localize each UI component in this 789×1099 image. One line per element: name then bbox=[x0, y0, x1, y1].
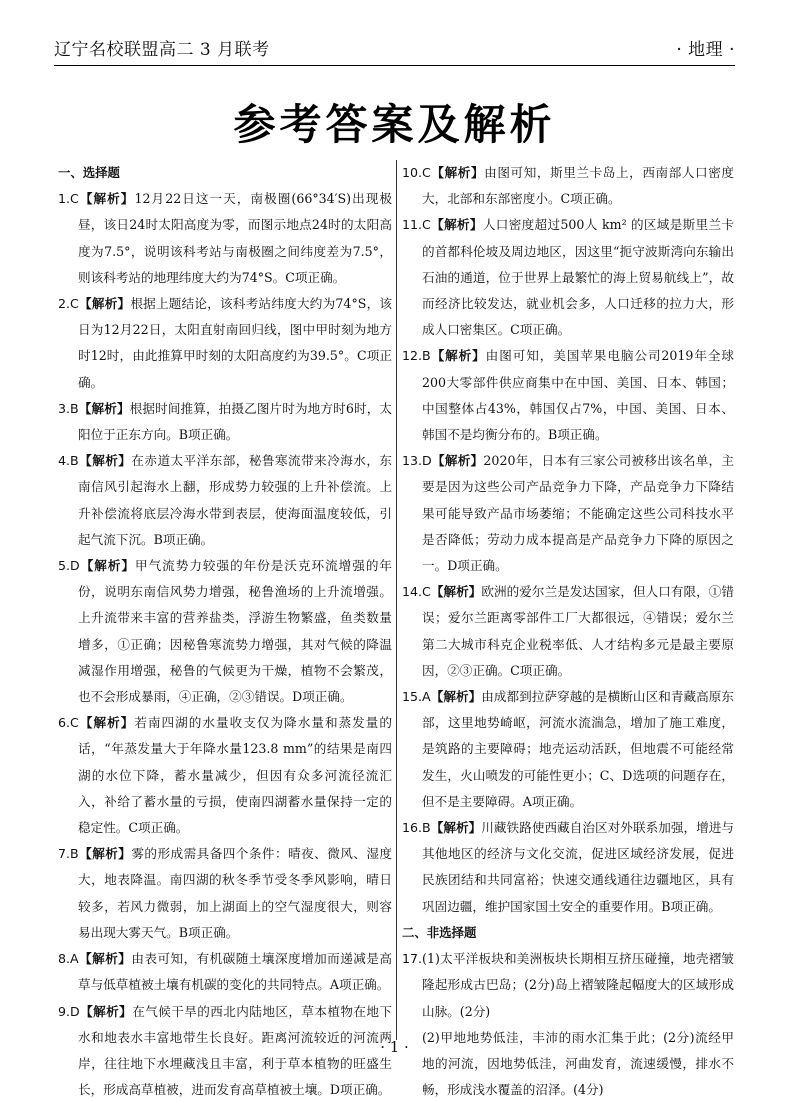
item-number: 15. bbox=[402, 689, 423, 705]
item-number: 5. bbox=[58, 558, 71, 574]
answer-letter: D bbox=[70, 1003, 80, 1019]
analysis-tag: 【解析】 bbox=[430, 348, 486, 364]
analysis-tag: 【解析】 bbox=[78, 453, 132, 469]
analysis-tag: 【解析】 bbox=[430, 584, 482, 600]
analysis-text: 川藏铁路使西藏自治区对外联系加强，增进与其他地区的经济与文化交流，促进区域经济发展，促进民族团结和共同富裕；快速交通线通往边疆地区，具有巩固边疆，维护国家国土安全的重要作用。B项正确。 bbox=[422, 820, 735, 914]
subject-label: · 地理 · bbox=[676, 40, 735, 60]
analysis-tag: 【解析】 bbox=[430, 689, 482, 705]
answer-item bbox=[402, 212, 734, 343]
analysis-text: 由图可知，美国苹果电脑公司2019年全球200大零部件供应商集中在中国、美国、日本、韩国；中国整体占43%，韩国仅占7%，中国、美国、日本、韩国不是均衡分布的。B项正确。 bbox=[422, 348, 734, 443]
analysis-tag: 【解析】 bbox=[78, 846, 132, 862]
exam-name: 辽宁名校联盟高二 3 月联考 bbox=[54, 40, 270, 60]
analysis-text: 欧洲的爱尔兰是发达国家，但人口有限，①错误；爱尔兰距离零部件工厂大都很远，④错误；爱尔兰第二大城市科克企业税率低、人才结构多元是最主要原因，②③正确。C项正确。 bbox=[422, 584, 735, 678]
answer-letter: C bbox=[70, 715, 79, 731]
item-number: 17. bbox=[402, 951, 423, 967]
analysis-text: 若南四湖的水量收支仅为降水量和蒸发量的话，“年蒸发量大于年降水量123.8 mm”的结果是南四湖的水位下降，蓄水量减少，但因有众多河流径流汇入，补给了蓄水量的亏损，使南四湖蓄水量保持一定的稳定性。C项正确。 bbox=[78, 715, 393, 836]
item-number: 2. bbox=[58, 296, 71, 312]
analysis-tag: 【解析】 bbox=[78, 296, 131, 312]
item-number: 14. bbox=[402, 584, 423, 600]
answer-list-right bbox=[402, 160, 734, 920]
analysis-text: 2020年，日本有三家公司被移出该名单，主要是因为这些公司产品竞争力下降，产品竞争力下降结果可能导致产品市场萎缩；不能确定这些公司科技水平是否降低；劳动力成本提高是产品竞争力下降的原因之一。D项正确。 bbox=[422, 453, 734, 574]
item-number: 10. bbox=[402, 165, 423, 180]
answer-letter: C bbox=[422, 217, 431, 233]
item-number: 1. bbox=[58, 191, 71, 207]
item-number: 9. bbox=[58, 1003, 71, 1019]
answer-letter: B bbox=[70, 400, 79, 416]
answer-item bbox=[58, 710, 392, 841]
analysis-tag: 【解析】 bbox=[78, 951, 132, 967]
column-divider bbox=[396, 160, 397, 1040]
left-column bbox=[58, 160, 392, 1099]
answer-item bbox=[402, 815, 734, 920]
analysis-tag: 【解析】 bbox=[431, 453, 484, 469]
analysis-text: 根据时间推算，拍摄乙图片时为地方时6时，太阳位于正东方向。B项正确。 bbox=[78, 400, 393, 443]
answer-letter: B bbox=[70, 846, 79, 862]
section-heading-nonchoice: 二、非选择题 bbox=[402, 924, 477, 940]
answer-letter: C bbox=[70, 191, 79, 207]
q17-part1: (1)太平洋板块和美洲板块长期相互挤压碰撞，地壳褶皱隆起形成古巴岛；(2分)岛上褶皱隆起幅度大的区域形成山脉。(2分) bbox=[422, 951, 734, 1019]
item-number: 13. bbox=[402, 453, 423, 469]
answer-item bbox=[58, 291, 392, 396]
page-title: 参考答案及解析 bbox=[233, 100, 556, 149]
q17-part2: (2)甲地地势低洼，丰沛的雨水汇集于此；(2分)流经甲地的河流，因地势低洼，河曲发育，流速缓慢，排水不畅，形成浅水覆盖的沼泽。(4分) bbox=[422, 1029, 734, 1098]
item-number: 12. bbox=[402, 348, 423, 364]
analysis-tag: 【解析】 bbox=[430, 217, 483, 233]
analysis-text: 12月22日这一天，南极圈(66°34′S)出现极昼，该日24时太阳高度为零，而图示地点24时的太阳高度为7.5°，说明该科考站与南极圈之间纬度差为7.5°，则该科考站的地理纬度大约为74°S。C项正确。 bbox=[78, 191, 393, 285]
page-number: · 1 · bbox=[380, 1038, 409, 1056]
answer-item bbox=[58, 448, 392, 553]
answer-item bbox=[58, 186, 392, 291]
answer-item bbox=[402, 160, 734, 212]
answer-item bbox=[58, 396, 392, 448]
analysis-tag: 【解析】 bbox=[78, 715, 135, 731]
answer-letter: C bbox=[422, 584, 431, 600]
analysis-text: 根据上题结论，该科考站纬度大约为74°S，该日为12月22日，太阳直射南回归线，图中甲时刻为地方时12时，由此推算甲时刻的太阳高度约为39.5°。C项正确。 bbox=[78, 296, 393, 390]
item-number: 4. bbox=[58, 453, 71, 469]
item-number: 6. bbox=[58, 715, 71, 731]
answer-item bbox=[402, 684, 734, 815]
page-header bbox=[54, 36, 735, 66]
item-number: 3. bbox=[58, 400, 71, 416]
item-number: 8. bbox=[58, 951, 71, 967]
answer-letter: A bbox=[422, 689, 431, 705]
answer-list-left bbox=[58, 186, 392, 1099]
answer-letter: D bbox=[70, 558, 80, 574]
answer-item bbox=[58, 946, 392, 998]
answer-item bbox=[402, 448, 734, 579]
answer-item bbox=[402, 579, 734, 684]
item-number: 7. bbox=[58, 846, 71, 862]
answer-letter: C bbox=[70, 296, 79, 312]
section-heading-choice: 一、选择题 bbox=[58, 165, 120, 180]
item-number: 11. bbox=[402, 217, 423, 233]
answer-letter: A bbox=[70, 951, 79, 967]
analysis-text: 甲气流势力较强的年份是沃克环流增强的年份，说明东南信风势力增强，秘鲁渔场的上升流增强。上升流带来丰富的营养盐类，浮游生物繁盛，鱼类数量增多，①正确；因秘鲁寒流势力增强，其对气候的降温减湿作用增强，秘鲁的气候更为干燥，植物不会繁茂，也不会形成暴雨，④正确，②③错误。D项正确。 bbox=[78, 558, 393, 705]
analysis-tag: 【解析】 bbox=[79, 558, 136, 574]
answer-item bbox=[402, 343, 734, 448]
answer-letter: B bbox=[422, 348, 431, 364]
analysis-text: 由表可知，有机碳随土壤深度增加而递减是高草与低草植被土壤有机碳的变化的共同特点。A项正确。 bbox=[78, 951, 393, 993]
analysis-text: 在赤道太平洋东部，秘鲁寒流带来冷海水，东南信风引起海水上翻，形成势力较强的上升补偿流。上升补偿流将底层冷海水带到表层，使海面温度较低，引起气流下沉。B项正确。 bbox=[78, 453, 393, 547]
analysis-tag: 【解析】 bbox=[430, 165, 485, 180]
answer-letter: B bbox=[70, 453, 79, 469]
analysis-tag: 【解析】 bbox=[78, 191, 135, 207]
analysis-text: 人口密度超过500人 km² 的区域是斯里兰卡的首都科伦坡及周边地区，因这里“扼守波斯湾向东输出石油的通道，位于世界上最繁忙的海上贸易航线上”，故而经济比较发达，就业机会多，人口迁移的拉力大，形成人口密集区。C项正确。 bbox=[422, 217, 734, 338]
answer-item bbox=[58, 553, 392, 710]
analysis-tag: 【解析】 bbox=[430, 820, 482, 836]
analysis-text: 由成都到拉萨穿越的是横断山区和青藏高原东部，这里地势崎岖，河流水流湍急，增加了施工难度，是筑路的主要障碍；地壳运动活跃，但地震不可能经常发生，火山喷发的可能性更小；C、D选项的问题存在，但不是主要障碍。A项正确。 bbox=[422, 689, 735, 809]
answer-letter: C bbox=[422, 165, 431, 180]
analysis-text: 在气候干旱的西北内陆地区，草本植物在地下水和地表水丰富地带生长良好。距离河流较近的河流两岸，往往地下水埋藏浅且丰富，利于草本植物的旺盛生长，形成高草植被，进而发育高草植被土壤。D项正确。 bbox=[78, 1003, 393, 1098]
answer-letter: D bbox=[422, 453, 432, 469]
item-number: 16. bbox=[402, 820, 423, 836]
analysis-tag: 【解析】 bbox=[78, 400, 130, 416]
answer-letter: B bbox=[422, 820, 431, 836]
answer-item-17 bbox=[402, 946, 734, 1025]
analysis-tag: 【解析】 bbox=[79, 1003, 133, 1019]
answer-item bbox=[58, 841, 392, 946]
right-column bbox=[402, 160, 734, 1099]
analysis-text: 雾的形成需具备四个条件：晴夜、微风、湿度大，地表降温。南四湖的秋冬季节受冬季风影响，晴日较多，若风力微弱，加上湖面上的空气湿度很大，则容易出现大雾天气。B项正确。 bbox=[78, 846, 393, 940]
analysis-text: 由图可知，斯里兰卡岛上，西南部人口密度大，北部和东部密度小。C项正确。 bbox=[422, 165, 735, 207]
